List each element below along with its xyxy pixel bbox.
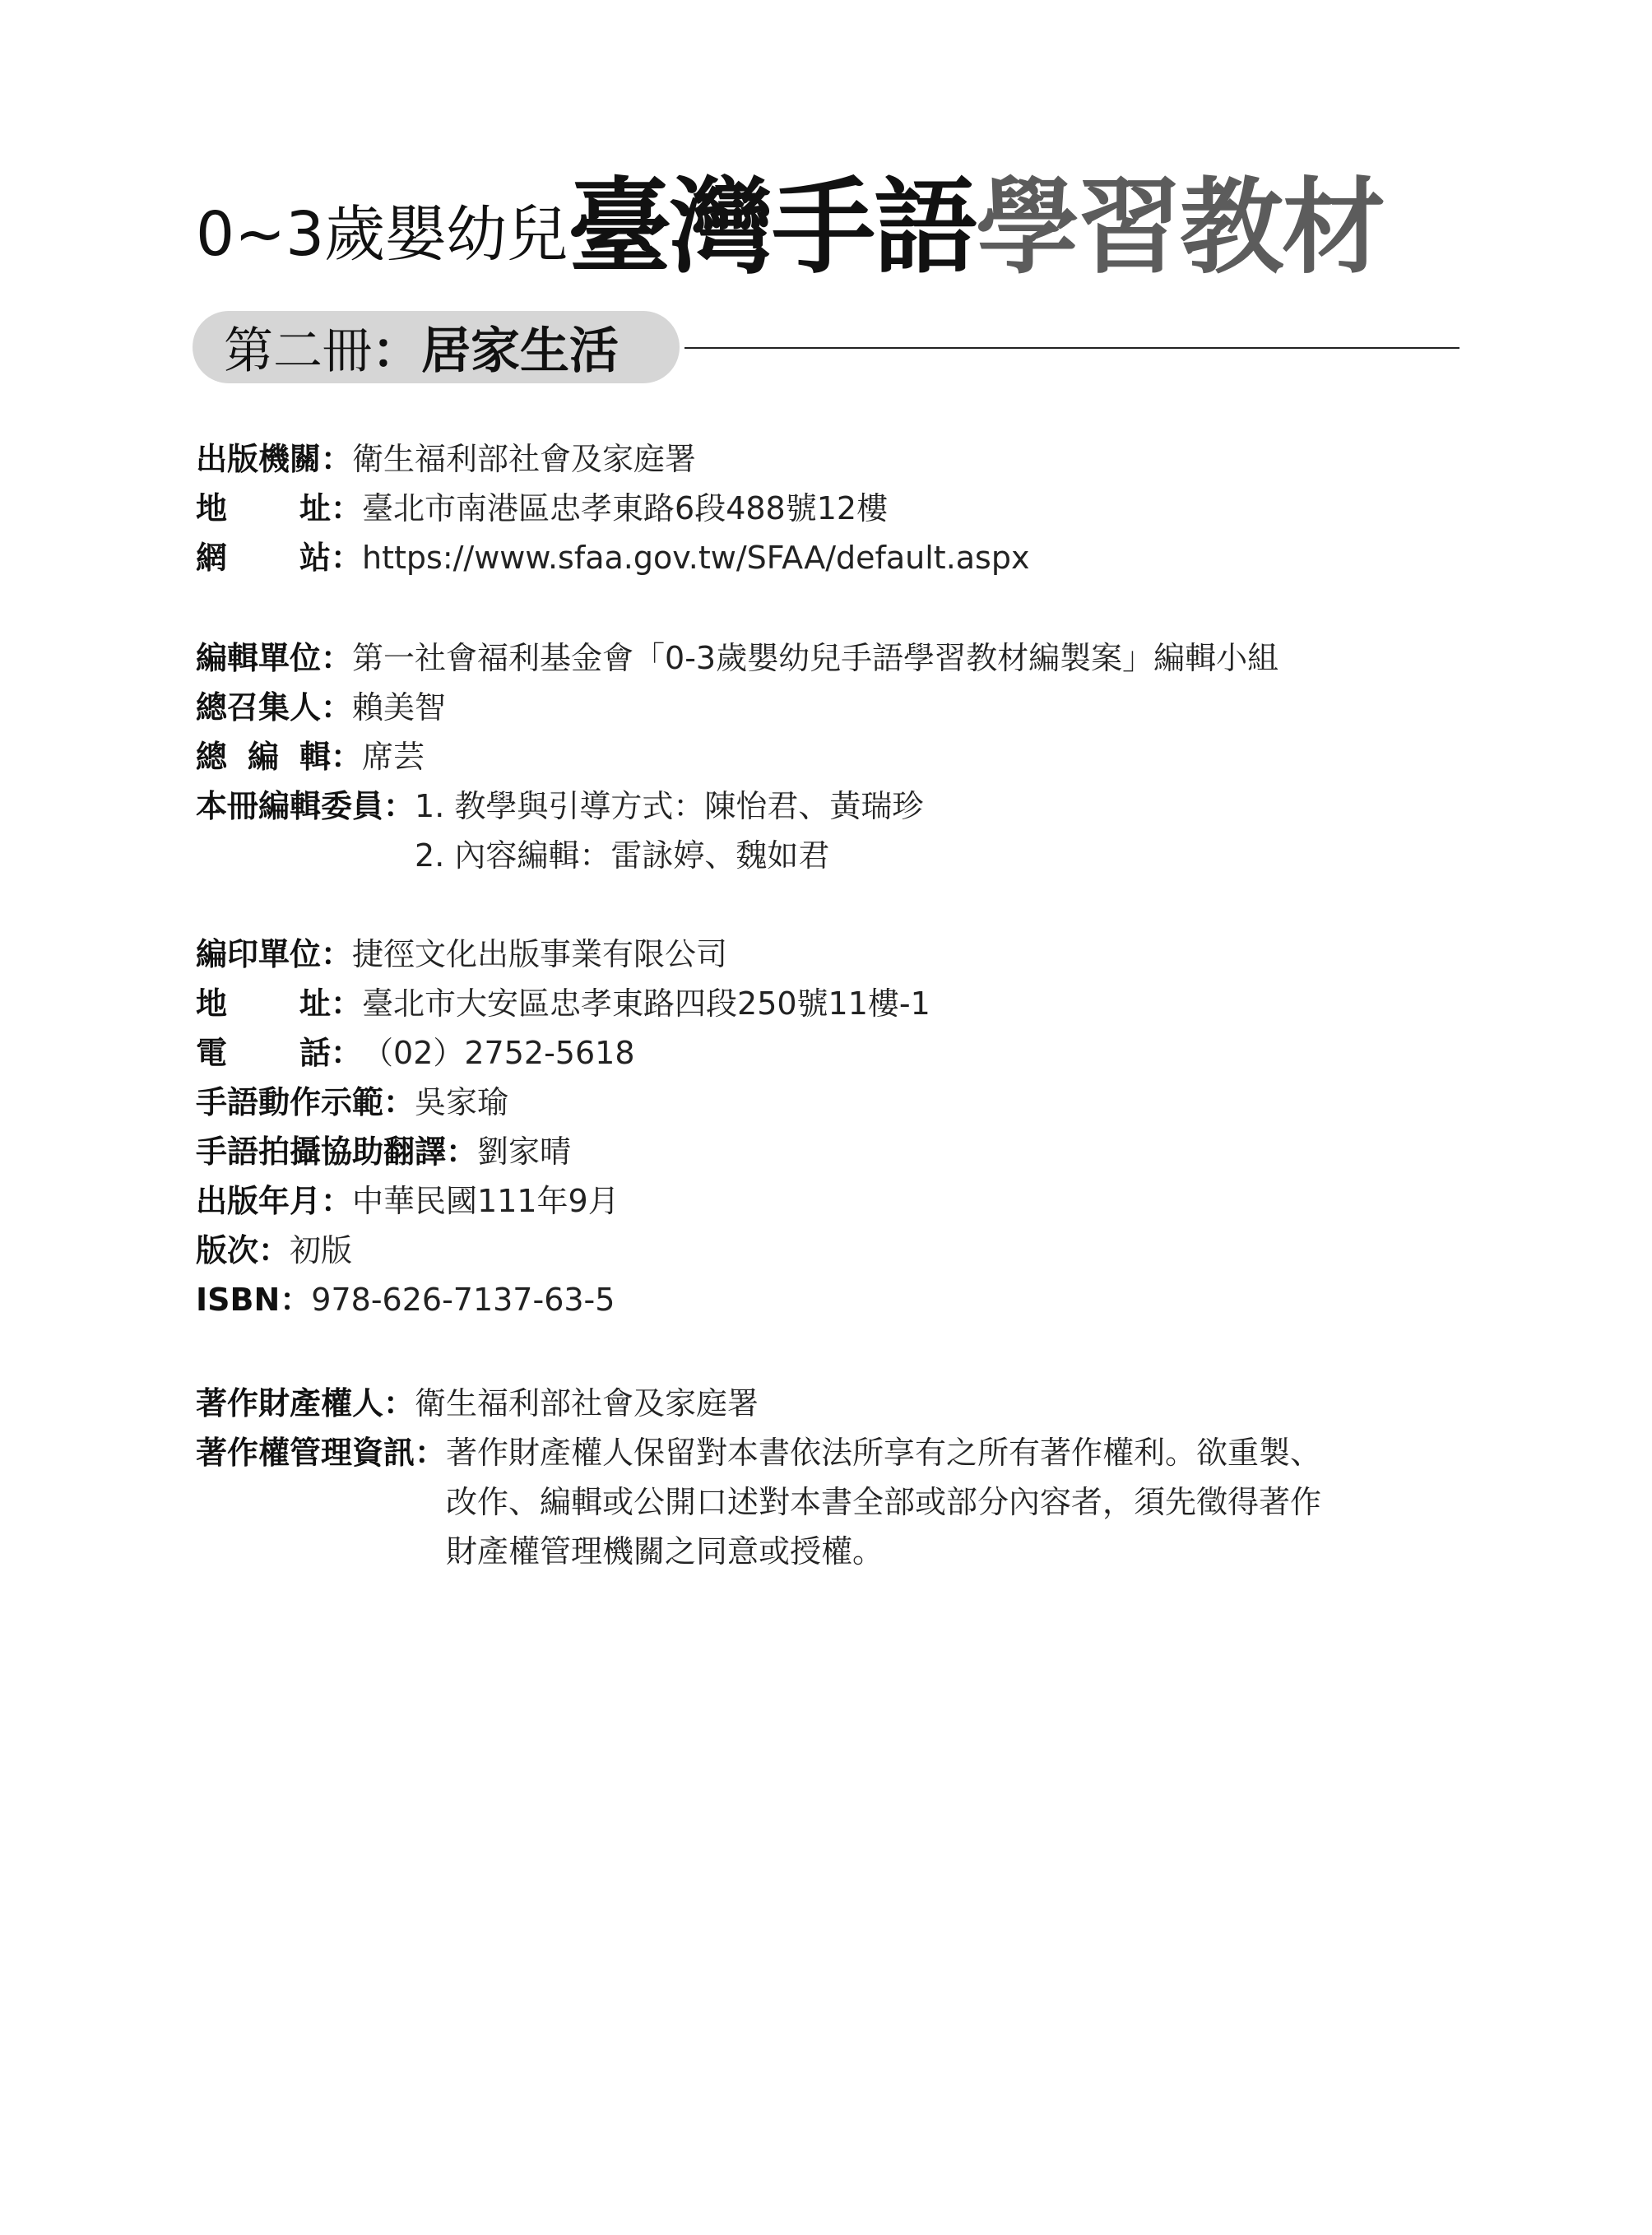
copyright-mgmt-line: 著作財產權人保留對本書依法所享有之所有著作權利。欲重製、	[446, 1435, 1322, 1471]
copyright-owner-row	[196, 1379, 1479, 1428]
title-accent: 學習教材	[976, 167, 1385, 288]
volume-divider	[684, 347, 1459, 349]
colon: ：	[321, 936, 353, 972]
label-char: 輯	[299, 739, 331, 775]
colon: ：	[383, 1385, 415, 1421]
colon: ：	[446, 1134, 478, 1170]
chief-editor-value: 席芸	[362, 739, 425, 775]
copyright-mgmt-text	[446, 1428, 1321, 1576]
label-char: 址	[299, 985, 331, 1022]
colon: ：	[415, 1435, 447, 1471]
isbn-value: 978-626-7137-63-5	[311, 1282, 615, 1318]
publisher-website-row	[196, 533, 1479, 582]
label-char: 話	[299, 1035, 331, 1071]
colon: ：	[331, 1035, 363, 1071]
sign-demo-value: 吳家瑜	[415, 1084, 509, 1120]
colon: ：	[383, 788, 415, 824]
colon: ：	[331, 985, 363, 1022]
label-char: 地	[196, 985, 228, 1022]
printer-address-label	[196, 979, 331, 1028]
colon: ：	[321, 1183, 353, 1219]
printer-block	[196, 930, 1479, 1324]
publish-date-label: 出版年月	[196, 1183, 322, 1219]
label-char: 總	[196, 739, 228, 775]
printer-unit-value: 捷徑文化出版事業有限公司	[352, 936, 728, 972]
sign-demo-label: 手語動作示範	[196, 1084, 384, 1120]
publisher-block	[196, 434, 1479, 582]
copyright-mgmt-line: 改作、編輯或公開口述對本書全部或部分內容者，須先徵得著作	[446, 1484, 1322, 1520]
label-char: 站	[299, 540, 331, 576]
editorial-block	[196, 633, 1479, 880]
publisher-org-row	[196, 434, 1479, 484]
volume-number: 第二冊	[224, 322, 372, 380]
publisher-website-link[interactable]: https://www.sfaa.gov.tw/SFAA/default.aspx	[362, 540, 1030, 576]
label-char: 電	[196, 1035, 228, 1071]
printer-phone-label	[196, 1028, 331, 1078]
edition-row	[196, 1226, 1479, 1275]
colon: ：	[280, 1282, 312, 1318]
convener-label: 總召集人	[196, 689, 322, 726]
convener-value: 賴美智	[352, 689, 447, 726]
publish-date-value: 中華民國111年9月	[352, 1183, 620, 1219]
colon: ：	[331, 490, 363, 526]
copyright-mgmt-line: 財產權管理機關之同意或授權。	[446, 1533, 884, 1570]
label-char: 網	[196, 540, 228, 576]
label-char: 編	[247, 739, 279, 775]
printer-address-row	[196, 979, 1479, 1028]
convener-row	[196, 683, 1479, 732]
publisher-website-label	[196, 533, 331, 582]
editorial-unit-label: 編輯單位	[196, 640, 322, 676]
copyright-mgmt-label: 著作權管理資訊	[196, 1435, 415, 1471]
publisher-org-value: 衛生福利部社會及家庭署	[352, 441, 697, 477]
committee-item: 2. 內容編輯：雷詠婷、魏如君	[415, 837, 830, 874]
colon: ：	[321, 441, 353, 477]
printer-phone-row	[196, 1028, 1479, 1078]
sign-demo-row	[196, 1078, 1479, 1127]
title-main: 臺灣手語	[568, 167, 977, 288]
publisher-address-row	[196, 484, 1479, 533]
printer-phone-value: （02）2752-5618	[362, 1035, 635, 1071]
printer-unit-label: 編印單位	[196, 936, 322, 972]
copyright-mgmt-row	[196, 1428, 1479, 1576]
label-char: 址	[299, 490, 331, 526]
colon: ：	[258, 1232, 290, 1268]
colon: ：	[321, 640, 353, 676]
copyright-owner-label: 著作財產權人	[196, 1385, 384, 1421]
sign-translation-row	[196, 1127, 1479, 1176]
volume-pill	[193, 311, 680, 383]
publish-date-row	[196, 1176, 1479, 1226]
colon: ：	[331, 739, 363, 775]
volume-name: 居家生活	[421, 322, 619, 380]
sign-translation-label: 手語拍攝協助翻譯	[196, 1134, 447, 1170]
editorial-unit-value: 第一社會福利基金會「0-3歲嬰幼兒手語學習教材編製案」編輯小組	[352, 640, 1279, 676]
sign-translation-value: 劉家晴	[477, 1134, 572, 1170]
chief-editor-row	[196, 732, 1479, 781]
committee-label: 本冊編輯委員	[196, 788, 384, 824]
label-char: 地	[196, 490, 228, 526]
isbn-label: ISBN	[196, 1282, 281, 1318]
colon: ：	[321, 689, 353, 726]
edition-value: 初版	[290, 1232, 353, 1268]
committee-row	[196, 781, 1479, 880]
isbn-row	[196, 1275, 1479, 1324]
printer-address-value: 臺北市大安區忠孝東路四段250號11樓-1	[362, 985, 930, 1022]
page-title	[196, 156, 1463, 288]
edition-label: 版次	[196, 1232, 259, 1268]
printer-unit-row	[196, 930, 1479, 979]
committee-list	[415, 781, 923, 880]
title-prefix: 0~3歲嬰幼兒	[196, 199, 568, 270]
publisher-address-value: 臺北市南港區忠孝東路6段488號12樓	[362, 490, 889, 526]
publisher-address-label	[196, 484, 331, 533]
copyright-block	[196, 1379, 1479, 1576]
volume-colon: ：	[372, 322, 421, 380]
copyright-owner-value: 衛生福利部社會及家庭署	[415, 1385, 759, 1421]
chief-editor-label	[196, 732, 331, 781]
publisher-org-label: 出版機關	[196, 441, 322, 477]
colon: ：	[331, 540, 363, 576]
volume-banner	[193, 311, 1459, 385]
colon: ：	[383, 1084, 415, 1120]
editorial-unit-row	[196, 633, 1479, 683]
committee-item: 1. 教學與引導方式：陳怡君、黃瑞珍	[415, 788, 924, 824]
